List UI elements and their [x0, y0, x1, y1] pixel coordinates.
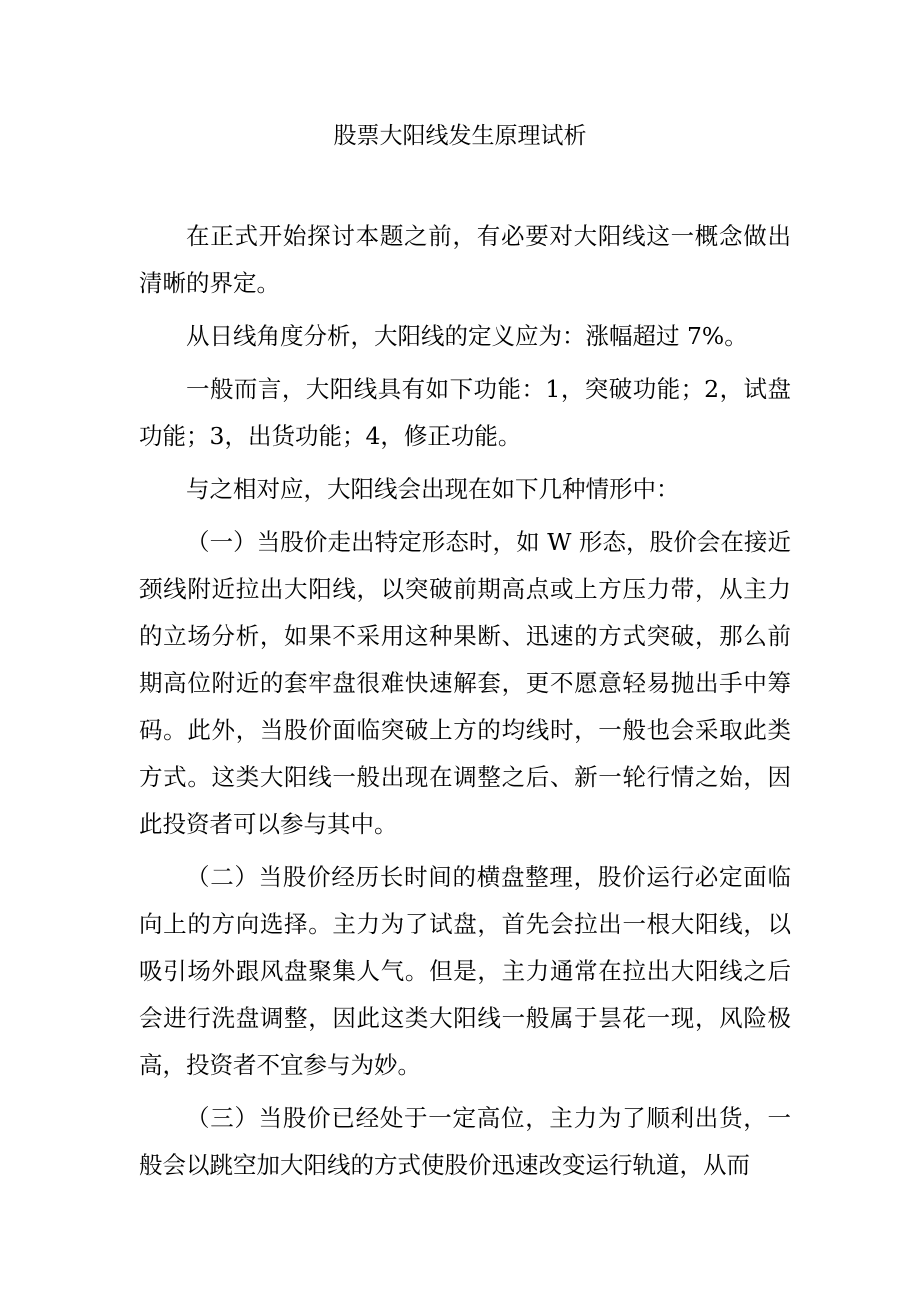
paragraph-intro: 在正式开始探讨本题之前，有必要对大阳线这一概念做出清晰的界定。	[139, 222, 791, 297]
paragraph-functions: 一般而言，大阳线具有如下功能：1，突破功能；2，试盘功能；3，出货功能；4，修正功能。	[139, 375, 791, 450]
paragraph-scenario-2: （二）当股价经历长时间的横盘整理，股价运行必定面临向上的方向选择。主力为了试盘，首先会拉出一根大阳线，以吸引场外跟风盘聚集人气。但是，主力通常在拉出大阳线之后会进行洗盘调整，因此这类大阳线一般属于昙花一现，风险极高，投资者不宜参与为妙。	[139, 863, 791, 1079]
paragraph-scenarios-intro: 与之相对应，大阳线会出现在如下几种情形中：	[186, 475, 680, 503]
paragraph-scenario-3: （三）当股价已经处于一定高位，主力为了顺利出货，一般会以跳空加大阳线的方式使股价迅速改变运行轨道，从而	[139, 1104, 791, 1179]
document-title: 股票大阳线发生原理试析	[333, 123, 587, 149]
paragraph-scenario-1: （一）当股价走出特定形态时，如 W 形态，股价会在接近颈线附近拉出大阳线，以突破前期高点或上方压力带，从主力的立场分析，如果不采用这种果断、迅速的方式突破，那么前期高位附近的套牢盘很难快速解套，更不愿意轻易抛出手中筹码。此外，当股价面临突破上方的均线时，一般也会采取此类方式。这类大阳线一般出现在调整之后、新一轮行情之始，因此投资者可以参与其中。	[139, 528, 791, 838]
document-body	[139, 213, 791, 1195]
paragraph-definition: 从日线角度分析，大阳线的定义应为：涨幅超过 7%。	[186, 322, 748, 350]
